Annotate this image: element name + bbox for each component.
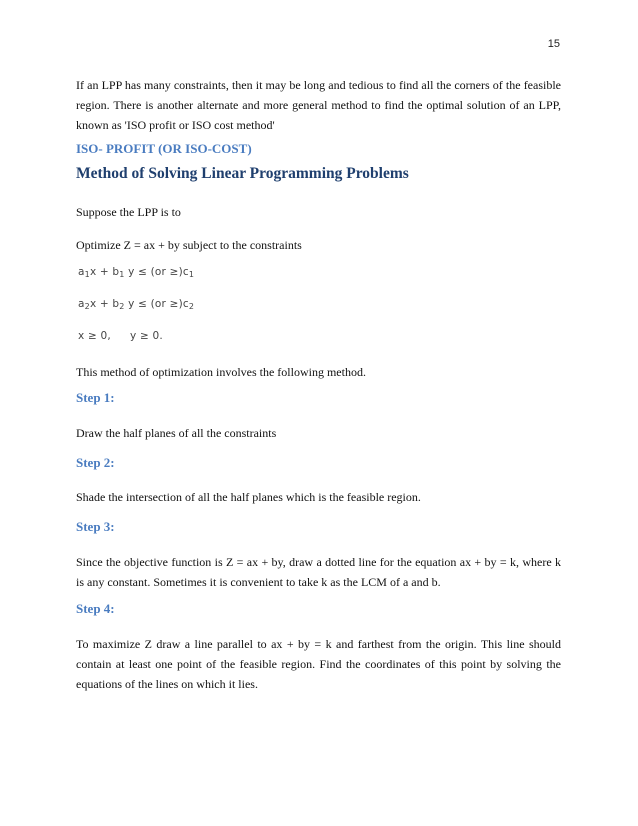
constraint-1: $a_1x + b_1$ $y \le (or \ge)c_1$	[78, 266, 195, 279]
suppose-text: Suppose the LPP is to	[76, 205, 181, 219]
method-intro-text: This method of optimization involves the following method.	[76, 365, 366, 379]
nonnegativity-y: y ≥ 0.	[130, 330, 163, 342]
constraint-2: $a_2x + b_2$ $y \le (or \ge)c_2$	[78, 298, 195, 311]
page-number: 15	[547, 38, 560, 50]
iso-profit-heading: ISO- PROFIT (OR ISO-COST)	[76, 141, 252, 156]
step-1-text: Draw the half planes of all the constraints	[76, 426, 277, 440]
nonnegativity-x: x ≥ 0,	[78, 330, 111, 342]
step-2-text: Shade the intersection of all the half planes which is the feasible region.	[76, 490, 421, 504]
step-1-heading: Step 1:	[76, 390, 115, 405]
optimize-text: Optimize Z = ax + by subject to the constraints	[76, 238, 302, 252]
step-3-text: Since the objective function is Z = ax + by, draw a dotted line for the equation ax + by = k, where k is any constant. Sometimes it is convenient to take k as the LCM of a and b.	[76, 555, 561, 589]
step-2-heading: Step 2:	[76, 455, 115, 470]
step-4-heading: Step 4:	[76, 601, 115, 616]
intro-paragraph: If an LPP has many constraints, then it may be long and tedious to find all the corners of the feasible region. There is another alternate and more general method to find the optimal solution of an LPP, known as 'ISO profit or ISO cost method'	[76, 78, 561, 132]
step-3-heading: Step 3:	[76, 519, 115, 534]
method-heading: Method of Solving Linear Programming Problems	[76, 165, 409, 182]
step-4-text: To maximize Z draw a line parallel to ax + by = k and farthest from the origin. This line should contain at least one point of the feasible region. Find the coordinates of this point by solving the equations of the lines on which it lies.	[76, 637, 561, 691]
